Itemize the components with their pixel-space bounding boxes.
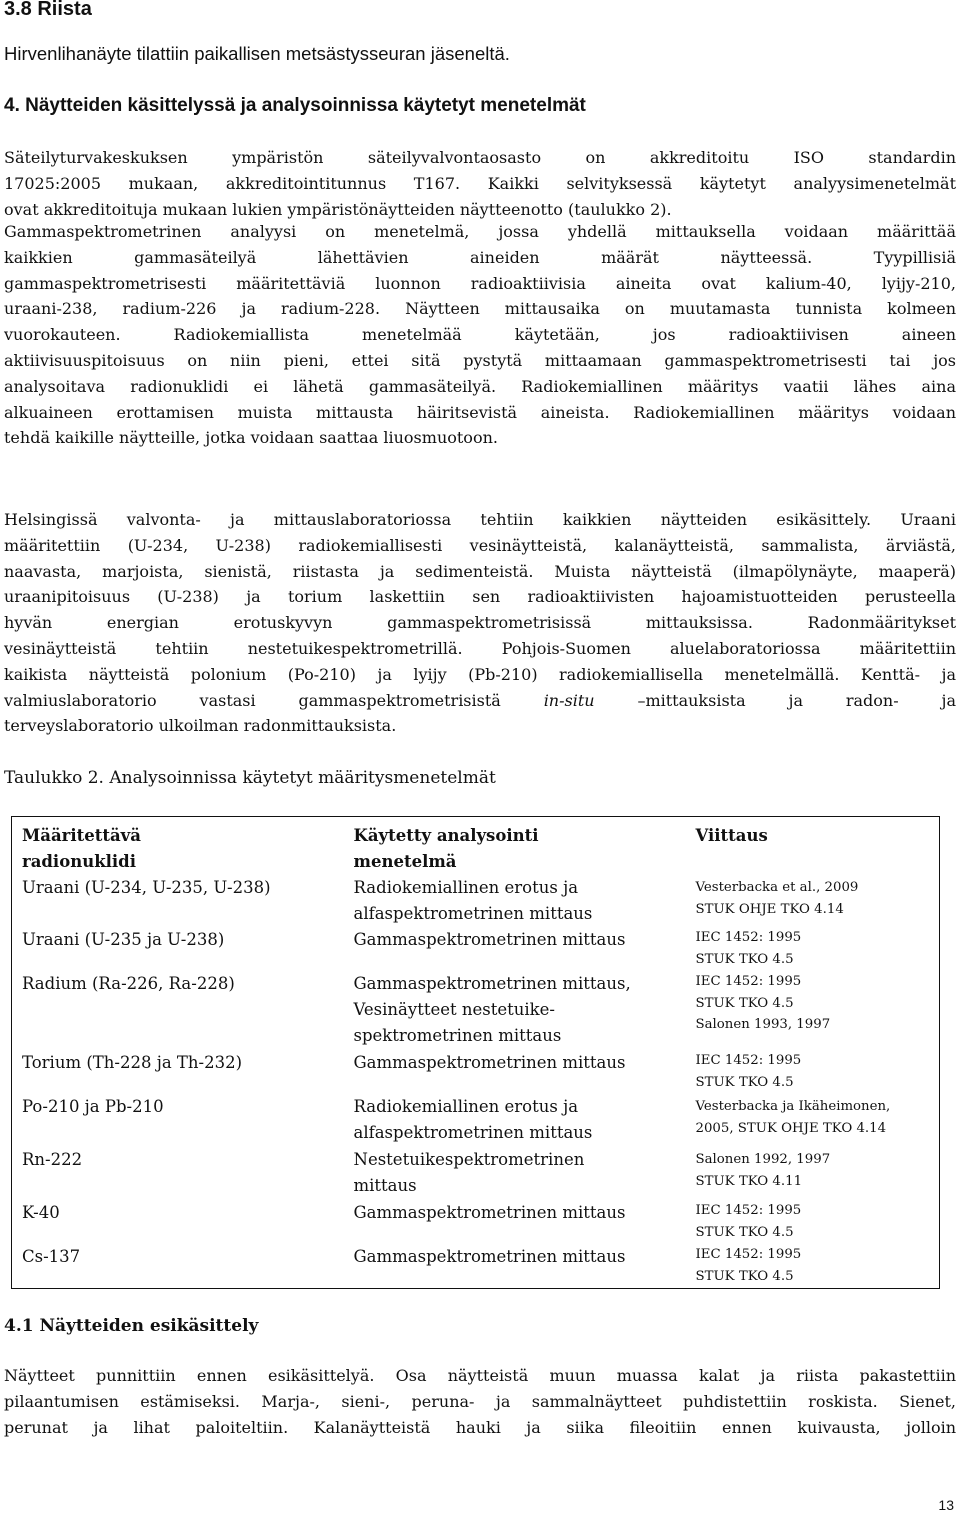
cell-nuclide xyxy=(12,1147,344,1200)
cell-text: Vesterbacka et al., 2009 xyxy=(695,880,859,895)
cell-nuclide xyxy=(12,875,344,927)
cell-text: STUK TKO 4.5 xyxy=(695,995,794,1011)
cell-method xyxy=(344,875,686,927)
paragraph-line: määritettiin (U-234, U-238) radiokemiallisesti vesinäytteistä, kalanäytteistä, sammalista, ärviästä, xyxy=(4,535,956,555)
paragraph-line-mixed xyxy=(4,688,956,714)
paragraph-line: perunat ja lihat paloiteltiin. Kalanäytteistä hauki ja siika fileoitiin ennen kuivausta, jolloin xyxy=(4,1417,956,1437)
paragraph-line: hyvän energian erotuskyvyn gammaspektrometrisissä mittauksissa. Radonmääritykset xyxy=(4,613,956,633)
header-line: Määritettävä xyxy=(22,826,141,845)
paragraph-line: uraanipitoisuus (U-238) ja torium laskettiin sen radioaktiivisten hajoamistuotteiden perusteella xyxy=(4,587,956,607)
cell-text: Po-210 ja Pb-210 xyxy=(22,1097,164,1116)
cell-text: IEC 1452: 1995 xyxy=(695,1203,802,1218)
paragraph-line: terveyslaboratorio ulkoilman radonmittauksista. xyxy=(4,716,397,736)
cell-text: Torium (Th-228 ja Th-232) xyxy=(22,1053,243,1072)
cell-reference xyxy=(686,1050,940,1094)
header-line: radionuklidi xyxy=(22,852,136,871)
cell-reference xyxy=(686,1094,940,1147)
cell-text: STUK TKO 4.5 xyxy=(695,1268,794,1284)
header-line: Käytetty analysointi xyxy=(353,826,539,845)
page-number: 13 xyxy=(938,1497,954,1513)
header-line: menetelmä xyxy=(353,852,457,871)
table-row xyxy=(12,1094,940,1147)
table-header-row xyxy=(12,817,940,876)
paragraph-line: vesinäytteistä tehtiin nestetuikespektrometrillä. Pohjois-Suomen aluelaboratoriossa määritettiin xyxy=(4,638,956,658)
cell-text: spektrometrinen mittaus xyxy=(353,1026,562,1045)
cell-text: IEC 1452: 1995 xyxy=(695,1053,802,1068)
cell-text: Radiokemiallinen erotus ja xyxy=(353,1097,579,1116)
paragraph-line: analysoitava radionuklidi ei lähetä gammasäteilyä. Radiokemiallinen määritys vaatii lähes aina xyxy=(4,376,956,396)
table-row xyxy=(12,1147,940,1200)
cell-text: Gammaspektrometrinen mittaus, xyxy=(353,974,631,993)
paragraph-line: naavasta, marjoista, sienistä, riistasta ja sedimenteistä. Muista näytteistä (ilmapölynäyte, maaperä) xyxy=(4,561,956,581)
cell-text: STUK TKO 4.5 xyxy=(695,951,794,967)
paragraph-line: pilaantumisen estämiseksi. Marja-, sieni-, peruna- ja sammalnäytteet puhdistettiin roskista. Sienet, xyxy=(4,1391,956,1411)
cell-text: alfaspektrometrinen mittaus xyxy=(353,904,593,923)
paragraph-helsinki-laboratory xyxy=(4,507,956,739)
cell-text: IEC 1452: 1995 xyxy=(695,974,802,989)
cell-text: Salonen 1993, 1997 xyxy=(695,1017,831,1032)
cell-reference xyxy=(686,1147,940,1200)
cell-text: Vesterbacka ja Ikäheimonen, xyxy=(695,1099,891,1114)
cell-reference xyxy=(686,1244,940,1288)
section-heading-3-8: 3.8 Riista xyxy=(4,0,92,20)
cell-text: Gammaspektrometrinen mittaus xyxy=(353,1053,626,1072)
cell-reference xyxy=(686,927,940,971)
paragraph-line: Säteilyturvakeskuksen ympäristön säteilyvalvontaosasto on akkreditoitu ISO standardin xyxy=(4,148,956,167)
cell-method xyxy=(344,1147,686,1200)
cell-reference xyxy=(686,971,940,1050)
header-nuclide xyxy=(12,817,344,876)
cell-nuclide xyxy=(12,1244,344,1288)
cell-text: Cs-137 xyxy=(22,1247,81,1266)
section-heading-4-1: 4.1 Näytteiden esikäsittely xyxy=(4,1316,259,1336)
cell-nuclide xyxy=(12,971,344,1050)
cell-text: Salonen 1992, 1997 xyxy=(695,1152,831,1167)
cell-nuclide xyxy=(12,1094,344,1147)
paragraph-line: aktiivisuuspitoisuus on niin pieni, ettei sitä pystytä mittaamaan gammaspektrometrisesti tai jos xyxy=(4,350,956,370)
table-caption: Taulukko 2. Analysoinnissa käytetyt määritysmenetelmät xyxy=(4,768,496,788)
cell-text: Vesinäytteet nestetuike- xyxy=(353,1000,555,1019)
line-text: –mittauksista ja radon- ja xyxy=(637,690,956,710)
cell-method xyxy=(344,1244,686,1288)
paragraph-line: alkuaineen erottamisen muista mittausta häiritsevistä aineista. Radiokemiallinen määritys voidaan xyxy=(4,402,956,422)
cell-nuclide xyxy=(12,927,344,971)
cell-nuclide xyxy=(12,1200,344,1244)
cell-text: Gammaspektrometrinen mittaus xyxy=(353,1247,626,1266)
table-row xyxy=(12,1244,940,1288)
italic-term: in-situ xyxy=(543,690,595,710)
line-text: valmiuslaboratorio vastasi gammaspektrometrisistä xyxy=(4,690,501,710)
cell-text: Gammaspektrometrinen mittaus xyxy=(353,930,626,949)
paragraph-line: kaikista näytteistä polonium (Po-210) ja lyijy (Pb-210) radiokemiallisella menetelmällä. Kenttä- ja xyxy=(4,664,956,684)
cell-reference xyxy=(686,1200,940,1244)
header-method xyxy=(344,817,686,876)
cell-text: 2005, STUK OHJE TKO 4.14 xyxy=(695,1120,887,1136)
paragraph-line: gammaspektrometrisesti määritettäviä luonnon radioaktiivisia aineita ovat kalium-40, lyijy-210, xyxy=(4,273,956,293)
cell-method xyxy=(344,1050,686,1094)
cell-text: Uraani (U-234, U-235, U-238) xyxy=(22,878,271,897)
paragraph-line: uraani-238, radium-226 ja radium-228. Näytteen mittausaika on muutamasta tunnista kolmeen xyxy=(4,299,956,319)
paragraph-gamma-spectrometry xyxy=(4,219,956,451)
paragraph-line: 17025:2005 mukaan, akkreditointitunnus T167. Kaikki selvityksessä käytetyt analyysimenetelmät xyxy=(4,173,956,193)
methods-table xyxy=(11,816,940,1289)
cell-text: STUK TKO 4.5 xyxy=(695,1074,794,1090)
cell-text: mittaus xyxy=(353,1176,417,1195)
paragraph-line: Gammaspektrometrinen analyysi on menetelmä, jossa yhdellä mittauksella voidaan määrittää xyxy=(4,222,956,241)
section-3-8-text: Hirvenlihanäyte tilattiin paikallisen metsästysseuran jäseneltä. xyxy=(4,43,510,64)
paragraph-line: vuorokauteen. Radiokemiallista menetelmää käytetään, jos radioaktiivisen aineen xyxy=(4,325,956,345)
cell-method xyxy=(344,971,686,1050)
table-row xyxy=(12,1050,940,1094)
cell-text: Radium (Ra-226, Ra-228) xyxy=(22,974,235,993)
section-heading-4: 4. Näytteiden käsittelyssä ja analysoinnissa käytetyt menetelmät xyxy=(4,95,586,116)
cell-text: alfaspektrometrinen mittaus xyxy=(353,1123,593,1142)
cell-text: Radiokemiallinen erotus ja xyxy=(353,878,579,897)
cell-method xyxy=(344,1094,686,1147)
cell-text: STUK OHJE TKO 4.14 xyxy=(695,901,844,917)
cell-nuclide xyxy=(12,1050,344,1094)
cell-text: Rn-222 xyxy=(22,1150,83,1169)
header-line: Viittaus xyxy=(695,826,768,845)
cell-text: K-40 xyxy=(22,1203,60,1222)
cell-method xyxy=(344,927,686,971)
header-reference xyxy=(686,817,940,876)
cell-text: IEC 1452: 1995 xyxy=(695,1247,802,1262)
paragraph-line: Näytteet punnittiin ennen esikäsittelyä. Osa näytteistä muun muassa kalat ja riista pakastettiin xyxy=(4,1366,956,1385)
paragraph-line: ovat akkreditoituja mukaan lukien ympäristönäytteiden näytteenotto (taulukko 2). xyxy=(4,199,672,219)
table-row xyxy=(12,927,940,971)
paragraph-line: Helsingissä valvonta- ja mittauslaboratoriossa tehtiin kaikkien näytteiden esikäsittely. Uraani xyxy=(4,510,956,529)
table-row xyxy=(12,875,940,927)
table-row xyxy=(12,1200,940,1244)
cell-text: IEC 1452: 1995 xyxy=(695,930,802,945)
cell-text: Gammaspektrometrinen mittaus xyxy=(353,1203,626,1222)
cell-method xyxy=(344,1200,686,1244)
table-row xyxy=(12,971,940,1050)
paragraph-line: tehdä kaikille näytteille, jotka voidaan saattaa liuosmuotoon. xyxy=(4,428,498,448)
cell-text: STUK TKO 4.11 xyxy=(695,1173,803,1189)
cell-text: STUK TKO 4.5 xyxy=(695,1224,794,1240)
paragraph-line: kaikkien gammasäteilyä lähettävien aineiden määrät näytteessä. Tyypillisiä xyxy=(4,247,956,267)
cell-reference xyxy=(686,875,940,927)
cell-text: Nestetuikespektrometrinen xyxy=(353,1150,585,1169)
cell-text: Uraani (U-235 ja U-238) xyxy=(22,930,225,949)
paragraph-accreditation xyxy=(4,145,956,222)
paragraph-pretreatment xyxy=(4,1363,956,1440)
